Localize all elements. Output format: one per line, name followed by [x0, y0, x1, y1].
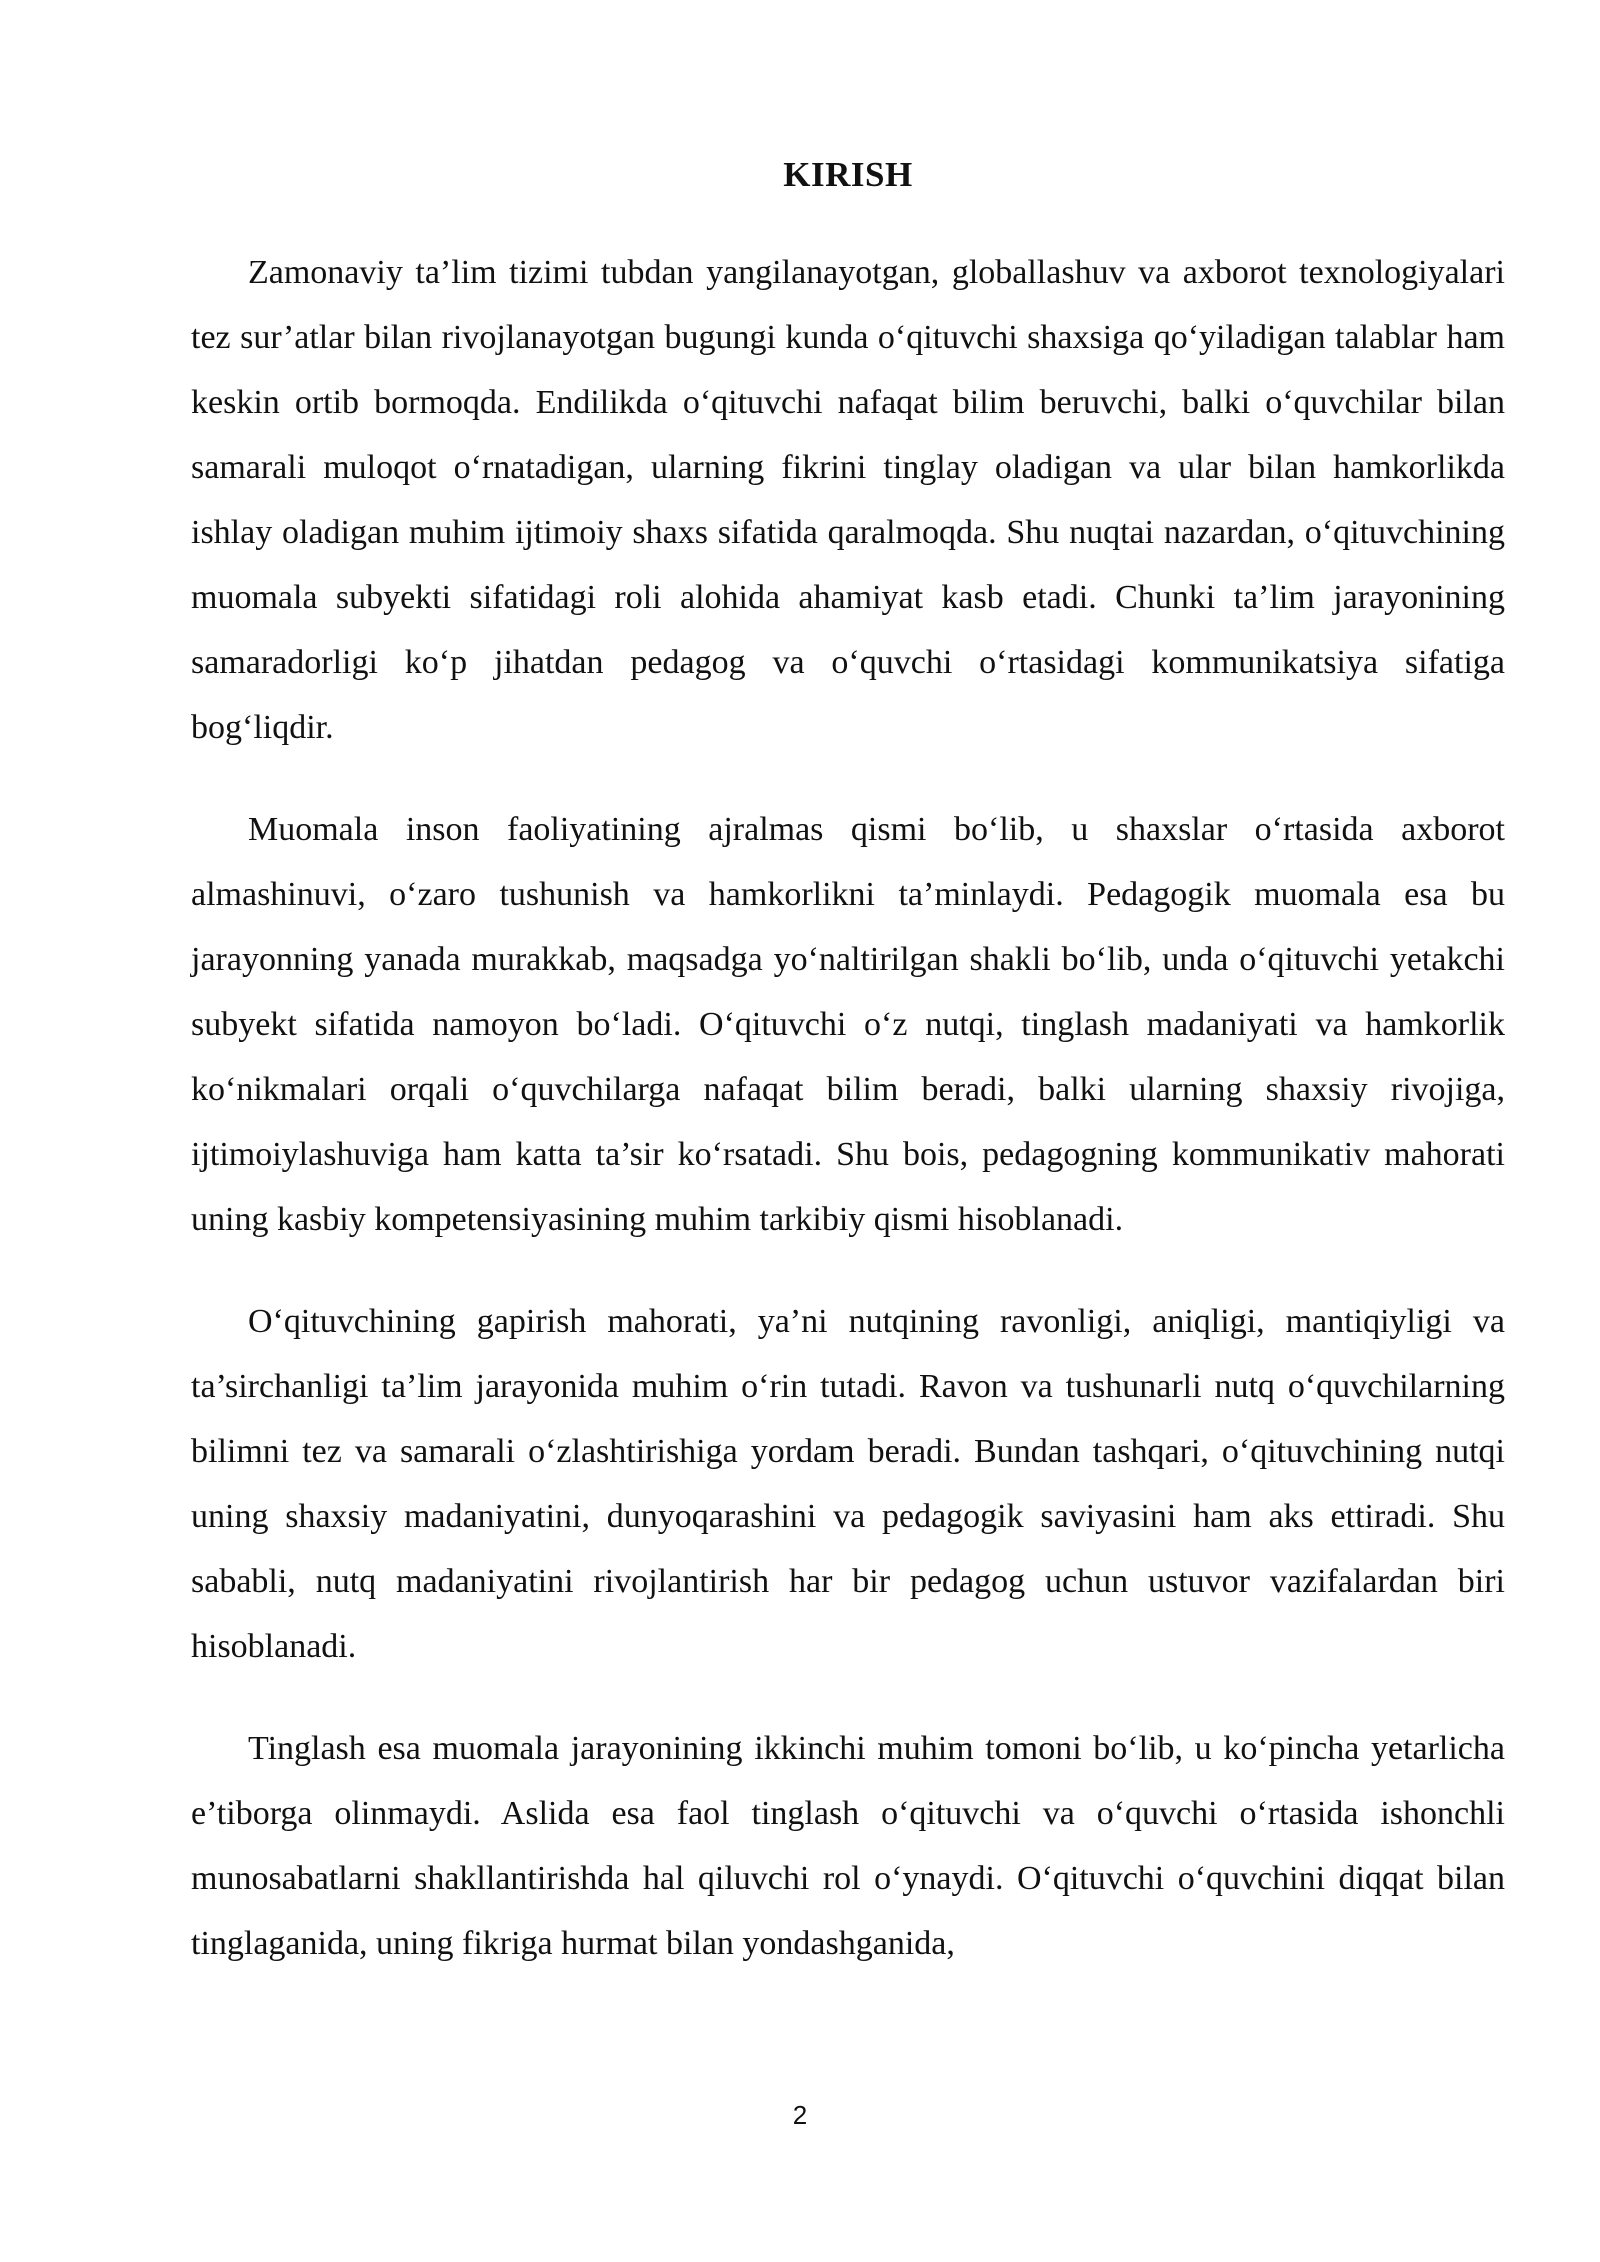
page-number: 2 — [792, 2100, 808, 2130]
paragraph-3: O‘qituvchining gapirish mahorati, ya’ni nutqining ravonligi, aniqligi, mantiqiyligi va ta’sirchanligi ta’lim jarayonida muhim o‘rin tutadi. Ravon va tushunarli nutq o‘quvchilarning bilimni tez va samarali o‘zlashtirishiga yordam beradi. Bundan tashqari, o‘qituvchining nutqi uning shaxsiy madaniyatini, dunyoqarashini va pedagogik saviyasini ham aks ettiradi. Shu sababli, nutq madaniyatini rivojlantirish har bir pedagog uchun ustuvor vazifalardan biri hisoblanadi. — [191, 1303, 1505, 1665]
paragraph-2: Muomala inson faoliyatining ajralmas qismi bo‘lib, u shaxslar o‘rtasida axborot almashinuvi, o‘zaro tushunish va hamkorlikni ta’minlaydi. Pedagogik muomala esa bu jarayonning yanada murakkab, maqsadga yo‘naltirilgan shakli bo‘lib, unda o‘qituvchi yetakchi subyekt sifatida namoyon bo‘ladi. O‘qituvchi o‘z nutqi, tinglash madaniyati va hamkorlik ko‘nikmalari orqali o‘quvchilarga nafaqat bilim beradi, balki ularning shaxsiy rivojiga, ijtimoiylashuviga ham katta ta’sir ko‘rsatadi. Shu bois, pedagogning kommunikativ mahorati uning kasbiy kompetensiyasining muhim tarkibiy qismi hisoblanadi. — [191, 811, 1505, 1238]
page-content — [191, 150, 1505, 1976]
paragraph-1: Zamonaviy ta’lim tizimi tubdan yangilanayotgan, globallashuv va axborot texnologiyalari tez sur’atlar bilan rivojlanayotgan bugungi kunda o‘qituvchi shaxsiga qo‘yiladigan talablar ham keskin ortib bormoqda. Endilikda o‘qituvchi nafaqat bilim beruvchi, balki o‘quvchilar bilan samarali muloqot o‘rnatadigan, ularning fikrini tinglay oladigan va ular bilan hamkorlikda ishlay oladigan muhim ijtimoiy shaxs sifatida qaralmoqda. Shu nuqtai nazardan, o‘qituvchining muomala subyekti sifatidagi roli alohida ahamiyat kasb etadi. Chunki ta’lim jarayonining samaradorligi ko‘p jihatdan pedagog va o‘quvchi o‘rtasidagi kommunikatsiya sifatiga bog‘liqdir. — [191, 254, 1505, 746]
paragraph-4: Tinglash esa muomala jarayonining ikkinchi muhim tomoni bo‘lib, u ko‘pincha yetarlicha e’tiborga olinmaydi. Aslida esa faol tinglash o‘qituvchi va o‘quvchi o‘rtasida ishonchli munosabatlarni shakllantirishda hal qiluvchi rol o‘ynaydi. O‘qituvchi o‘quvchini diqqat bilan tinglaganida, uning fikriga hurmat bilan yondashganida, — [191, 1730, 1505, 1962]
page-title: KIRISH — [783, 155, 913, 194]
title-spacer — [191, 200, 1505, 240]
